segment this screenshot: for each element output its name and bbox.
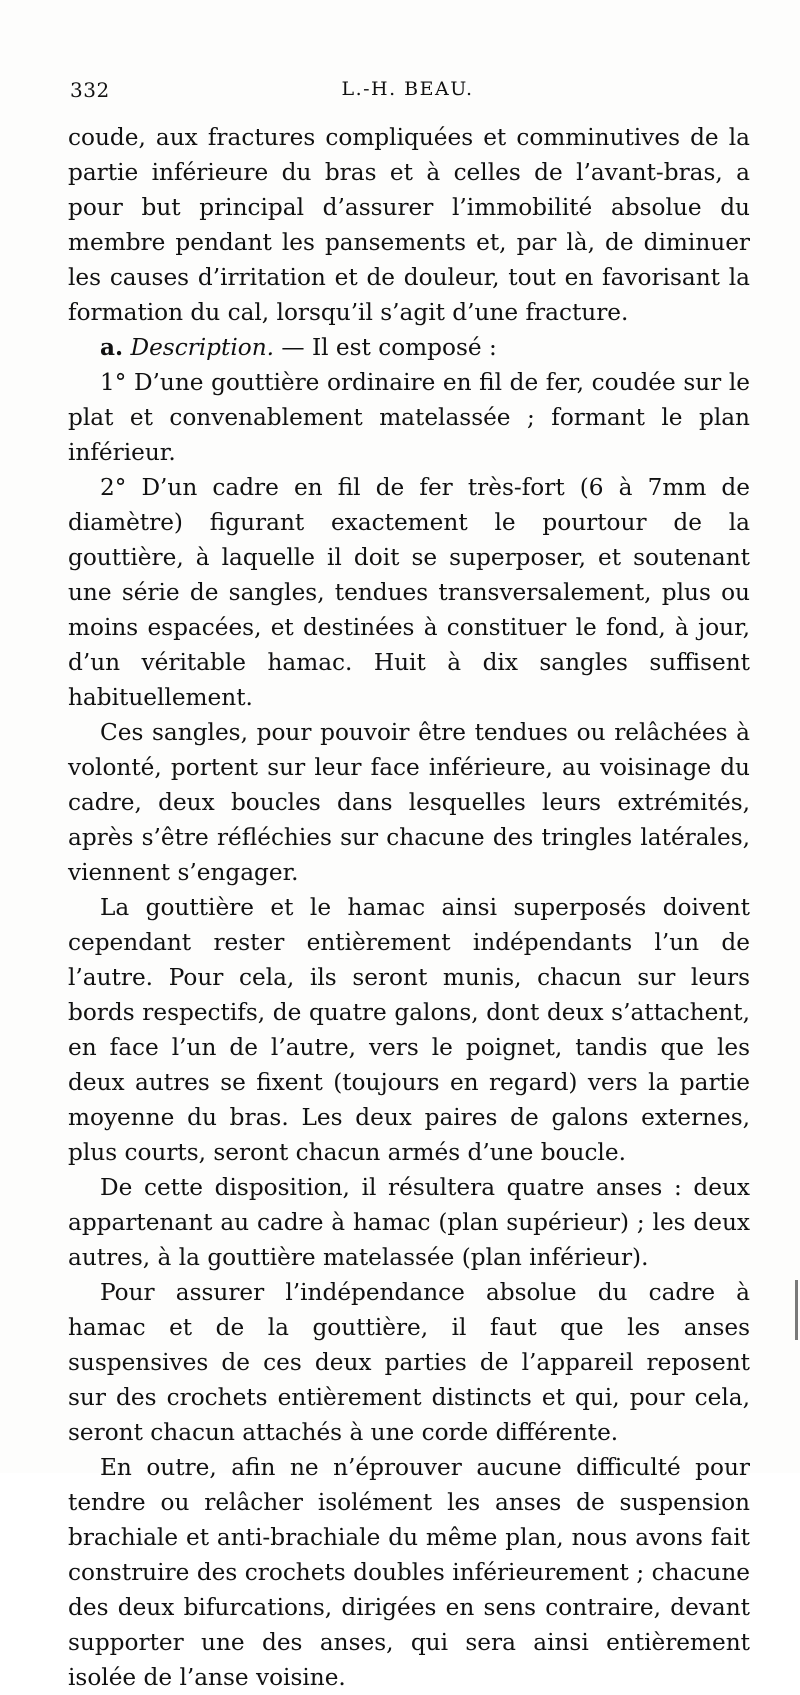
scan-edge-mark	[795, 1280, 798, 1340]
section-title: Description.	[130, 334, 275, 361]
paragraph-sangles: Ces sangles, pour pouvoir être tendues ou relâchées à volonté, portent sur leur face inférieure, au voisinage du cadre, deux boucles dans lesquelles leurs extrémités, après s’être réfléchies sur chacune des tringles latérales, viennent s’engager.	[68, 719, 750, 886]
paragraph-continued: coude, aux fractures compliquées et comminutives de la partie inférieure du bras et à celles de l’avant-bras, a pour but principal d’assurer l’immobilité absolue du membre pendant les pansements et, par là, de diminuer les causes d’irritation et de douleur, tout en favorisant la formation du cal, lorsqu’il s’agit d’une fracture.	[68, 124, 750, 326]
body-text	[68, 120, 750, 1695]
paragraph-description-heading	[68, 330, 750, 365]
running-head	[70, 78, 745, 112]
paragraph-gouttiere-hamac: La gouttière et le hamac ainsi superposés doivent cependant rester entièrement indépendants l’un de l’autre. Pour cela, ils seront munis, chacun sur leurs bords respectifs, de quatre galons, dont deux s’attachent, en face l’un de l’autre, vers le poignet, tandis que les deux autres se fixent (toujours en regard) vers la partie moyenne du bras. Les deux paires de galons externes, plus courts, seront chacun armés d’une boucle.	[68, 894, 750, 1166]
paragraph-independance: Pour assurer l’indépendance absolue du cadre à hamac et de la gouttière, il faut que les anses suspensives de ces deux parties de l’appareil reposent sur des crochets entièrement distincts et qui, pour cela, seront chacun attachés à une corde différente.	[68, 1279, 750, 1446]
paragraph-crochets: En outre, afin ne n’éprouver aucune difficulté pour tendre ou relâcher isolément les anses de suspension brachiale et anti-brachiale du même plan, nous avons fait construire des crochets doubles inférieurement ; chacune des deux bifurcations, dirigées en sens contraire, devant supporter une des anses, qui sera ainsi entièrement isolée de l’anse voisine.	[68, 1454, 750, 1691]
paragraph-item-1: 1° D’une gouttière ordinaire en fil de fer, coudée sur le plat et convenablement matelassée ; formant le plan inférieur.	[68, 369, 750, 466]
running-title: L.-H. BEAU.	[341, 78, 474, 100]
section-marker: a.	[100, 334, 124, 361]
paragraph-anses: De cette disposition, il résultera quatre anses : deux appartenant au cadre à hamac (plan supérieur) ; les deux autres, à la gouttière matelassée (plan inférieur).	[68, 1174, 750, 1271]
page-number: 332	[70, 78, 110, 102]
paragraph-item-2: 2° D’un cadre en fil de fer très-fort (6 à 7mm de diamètre) figurant exactement le pourtour de la gouttière, à laquelle il doit se superposer, et soutenant une série de sangles, tendues transversalement, plus ou moins espacées, et destinées à constituer le fond, à jour, d’un véritable hamac. Huit à dix sangles suffisent habituellement.	[68, 474, 750, 711]
section-intro: — Il est composé :	[274, 334, 497, 361]
